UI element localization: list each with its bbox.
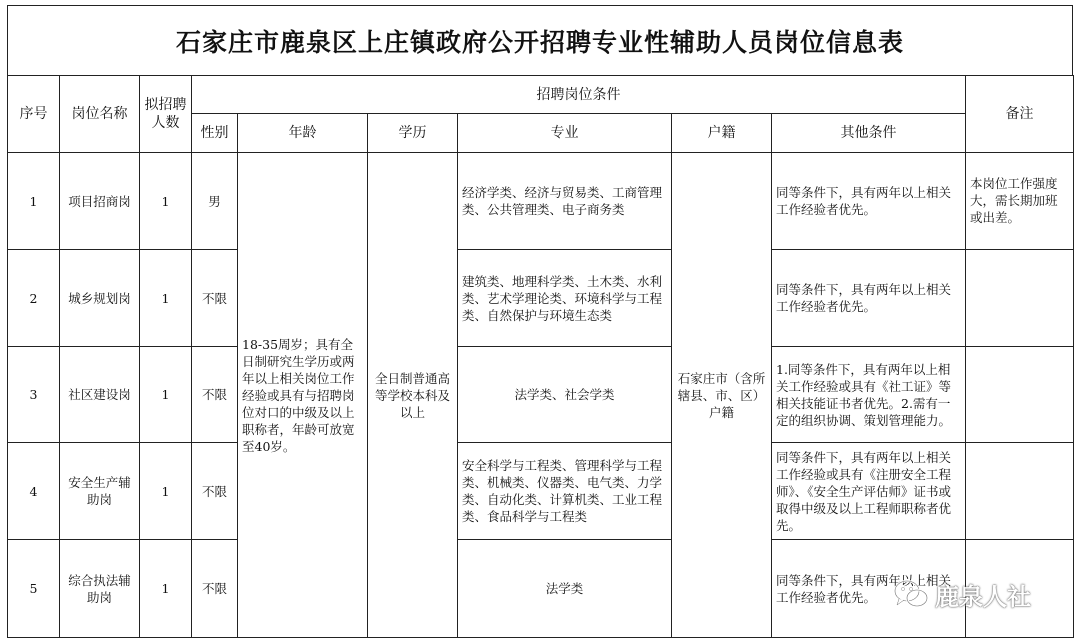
header-other: 其他条件: [772, 114, 966, 153]
header-conditions: 招聘岗位条件: [192, 76, 966, 114]
row-post: 综合执法辅助岗: [60, 540, 140, 638]
header-post-name: 岗位名称: [60, 76, 140, 153]
row-seq: 1: [8, 153, 60, 250]
row-other: 同等条件下，具有两年以上相关工作经验者优先。: [772, 540, 966, 638]
row-other: 同等条件下，具有两年以上相关工作经验者优先。: [772, 250, 966, 347]
row-post: 城乡规划岗: [60, 250, 140, 347]
header-seq: 序号: [8, 76, 60, 153]
row-other: 1.同等条件下，具有两年以上相关工作经验或具有《社工证》等相关技能证书者优先。2.需有一定的组织协调、策划管理能力。: [772, 347, 966, 443]
row-gender: 不限: [192, 540, 238, 638]
row-count: 1: [140, 540, 192, 638]
row-notes: [966, 347, 1074, 443]
row-gender: 不限: [192, 443, 238, 540]
watermark: [893, 578, 1031, 610]
header-residence: 户籍: [672, 114, 772, 153]
shared-age: 18-35周岁；具有全日制研究生学历或两年以上相关岗位工作经验或具有与招聘岗位对口的中级及以上职称者，年龄可放宽至40岁。: [238, 153, 368, 638]
row-major: 安全科学与工程类、管理科学与工程类、机械类、仪器类、电气类、力学类、自动化类、计算机类、工业工程类、食品科学与工程类: [458, 443, 672, 540]
row-post: 项目招商岗: [60, 153, 140, 250]
header-count: 拟招聘人数: [140, 76, 192, 153]
row-notes: [966, 443, 1074, 540]
row-count: 1: [140, 153, 192, 250]
table-row: [8, 153, 1074, 250]
row-major: 法学类、社会学类: [458, 347, 672, 443]
shared-education: 全日制普通高等学校本科及以上: [368, 153, 458, 638]
document-page: [7, 5, 1073, 637]
row-seq: 3: [8, 347, 60, 443]
row-gender: 男: [192, 153, 238, 250]
job-info-table: [7, 75, 1074, 638]
row-gender: 不限: [192, 347, 238, 443]
row-major: 法学类: [458, 540, 672, 638]
header-notes: 备注: [966, 76, 1074, 153]
wechat-icon: [893, 579, 929, 609]
table-row: [8, 443, 1074, 540]
watermark-text: 鹿泉人社: [935, 582, 1031, 611]
row-gender: 不限: [192, 250, 238, 347]
header-education: 学历: [368, 114, 458, 153]
row-major: 建筑类、地理科学类、土木类、水利类、艺术学理论类、环境科学与工程类、自然保护与环境生态类: [458, 250, 672, 347]
row-seq: 2: [8, 250, 60, 347]
table-row: [8, 250, 1074, 347]
row-post: 安全生产辅助岗: [60, 443, 140, 540]
table-title: 石家庄市鹿泉区上庄镇政府公开招聘专业性辅助人员岗位信息表: [7, 5, 1073, 75]
row-count: 1: [140, 347, 192, 443]
table-row: [8, 347, 1074, 443]
row-post: 社区建设岗: [60, 347, 140, 443]
row-other: 同等条件下，具有两年以上相关工作经验或具有《注册安全工程师》、《安全生产评估师》证书或取得中级及以上工程师职称者优先。: [772, 443, 966, 540]
header-gender: 性别: [192, 114, 238, 153]
row-major: 经济学类、经济与贸易类、工商管理类、公共管理类、电子商务类: [458, 153, 672, 250]
header-major: 专业: [458, 114, 672, 153]
row-seq: 5: [8, 540, 60, 638]
row-notes: [966, 250, 1074, 347]
row-count: 1: [140, 250, 192, 347]
row-notes: 本岗位工作强度大，需长期加班或出差。: [966, 153, 1074, 250]
header-age: 年龄: [238, 114, 368, 153]
row-other: 同等条件下，具有两年以上相关工作经验者优先。: [772, 153, 966, 250]
row-seq: 4: [8, 443, 60, 540]
shared-residence: 石家庄市（含所辖县、市、区）户籍: [672, 153, 772, 638]
row-count: 1: [140, 443, 192, 540]
